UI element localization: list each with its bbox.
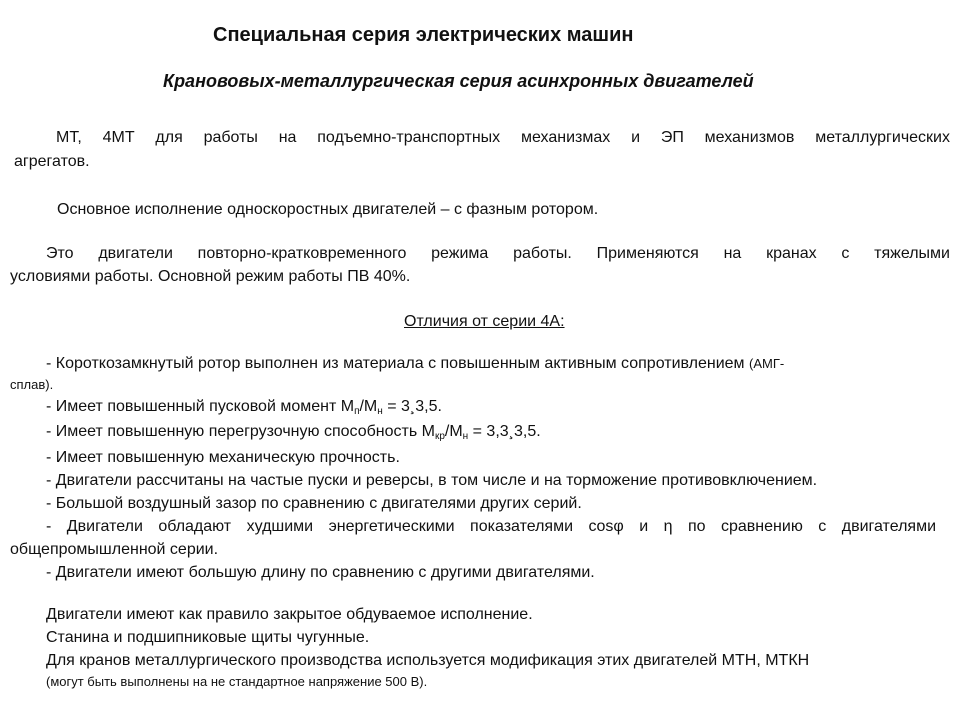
intro-line-3-cont: условиями работы. Основной режим работы ПВ 40%. — [10, 268, 411, 285]
difference-item-1-note-cont: сплав). — [10, 377, 54, 392]
footer-line-2: Станина и подшипниковые щиты чугунные. — [46, 629, 370, 646]
differences-heading: Отличия от серии 4А: — [404, 313, 565, 330]
difference-item-2: - Имеет повышенный пусковой момент $М_п/М_н$ = 3¸3,5. — [46, 398, 442, 417]
footer-line-1: Двигатели имеют как правило закрытое обдуваемое исполнение. — [46, 606, 533, 623]
difference-item-4: - Имеет повышенную механическую прочность. — [46, 449, 400, 466]
difference-item-3: - Имеет повышенную перегрузочную способность $М_{кр}/М_н$ = 3,3¸3,5. — [46, 423, 541, 442]
difference-item-1-text: - Короткозамкнутый ротор выполнен из материала с повышенным активным сопротивлением — [46, 355, 745, 372]
slide-title: Специальная серия электрических машин — [213, 24, 634, 46]
intro-line-1: МТ, 4МТ для работы на подъемно-транспортных механизмах и ЭП механизмов металлургических — [56, 129, 950, 146]
slide-subtitle: Кранововых-металлургическая серия асинхронных двигателей — [163, 71, 754, 91]
intro-line-2: Основное исполнение односкоростных двигателей – с фазным ротором. — [57, 201, 599, 218]
difference-item-6: - Большой воздушный зазор по сравнению с двигателями других серий. — [46, 495, 582, 512]
difference-item-1-note: (АМГ- — [749, 356, 785, 371]
intro-line-1-cont: агрегатов. — [14, 153, 90, 170]
difference-item-7-cont: общепромышленной серии. — [10, 541, 219, 558]
footer-line-3: Для кранов металлургического производства используется модификация этих двигателей МТН, МТКН — [46, 652, 810, 669]
difference-item-1 — [46, 352, 784, 375]
difference-item-8: - Двигатели имеют большую длину по сравнению с другими двигателями. — [46, 564, 595, 581]
difference-item-5: - Двигатели рассчитаны на частые пуски и реверсы, в том числе и на торможение противовключением. — [46, 472, 818, 489]
intro-line-3: Это двигатели повторно-кратковременного режима работы. Применяются на кранах с тяжелыми — [46, 245, 950, 262]
footer-line-4: (могут быть выполнены на не стандартное напряжение 500 В). — [46, 674, 428, 689]
difference-item-7: - Двигатели обладают худшими энергетическими показателями cosφ и η по сравнению с двигателями — [46, 518, 936, 535]
